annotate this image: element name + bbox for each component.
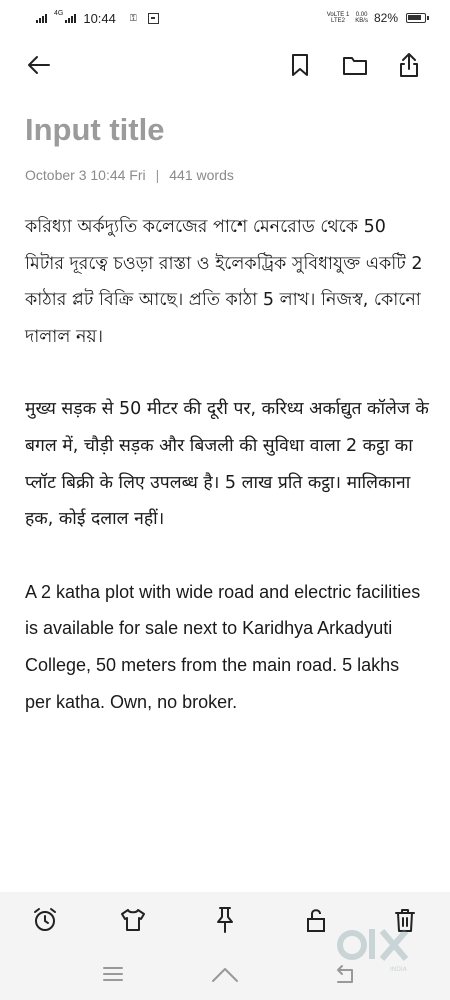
nav-home-button[interactable] bbox=[209, 960, 241, 988]
signal-icon bbox=[36, 13, 47, 23]
olx-watermark-logo bbox=[334, 923, 420, 975]
note-toolbar bbox=[0, 44, 450, 86]
note-paragraph-english: A 2 katha plot with wide road and electric facilities is available for sale next to Karidhya Arkadyuti College, 50 meters from the main road. 5 lakhs per katha. Own, no broker. bbox=[25, 581, 421, 712]
paragraph-gap bbox=[25, 355, 430, 391]
note-paragraph-bengali: করিধ্যা অর্কদ্যুতি কলেজের পাশে মেনরোড থেকে 50 মিটার দূরত্বে চওড়া রাস্তা ও ইলেকট্রিক সুবিধাযুক্ত একটি 2 কাঠার প্লট বিক্রি আছে। প্রতি কাঠা 5 লাখ। নিজস্ব, কোনো দালাল নয়। bbox=[25, 217, 423, 347]
battery-icon bbox=[406, 13, 426, 23]
note-body-editor[interactable] bbox=[25, 209, 430, 720]
back-button[interactable] bbox=[24, 50, 54, 80]
paragraph-gap bbox=[25, 538, 430, 574]
watermark-subtext: INDIA bbox=[390, 966, 407, 973]
folder-button[interactable] bbox=[340, 50, 370, 80]
status-bar bbox=[0, 0, 450, 36]
unlock-icon bbox=[303, 906, 329, 934]
signal-icon-2 bbox=[65, 13, 76, 23]
menu-icon bbox=[101, 964, 125, 984]
status-left bbox=[36, 11, 159, 26]
nav-menu-button[interactable] bbox=[97, 960, 129, 988]
speed-unit: KB/s bbox=[355, 18, 368, 24]
note-meta bbox=[25, 167, 234, 183]
word-count: 441 words bbox=[169, 167, 234, 183]
share-button[interactable] bbox=[394, 50, 424, 80]
note-title-input[interactable]: Input title bbox=[25, 112, 165, 147]
speed-value: 0.00 bbox=[355, 12, 368, 18]
network-type: 4G bbox=[54, 9, 64, 17]
bookmark-button[interactable] bbox=[285, 50, 315, 80]
t-shirt-icon bbox=[118, 906, 148, 934]
arrow-left-icon bbox=[26, 52, 52, 78]
meta-separator: | bbox=[155, 167, 160, 183]
pin-button[interactable] bbox=[209, 904, 241, 936]
note-date: October 3 10:44 Fri bbox=[25, 167, 146, 183]
lock-button[interactable] bbox=[300, 904, 332, 936]
volte-bottom: LTE2 bbox=[331, 18, 345, 24]
alarm-clock-icon bbox=[31, 906, 59, 934]
notification-icon bbox=[148, 13, 159, 24]
home-icon bbox=[210, 963, 240, 985]
speed-indicator bbox=[355, 12, 368, 24]
reminder-button[interactable] bbox=[29, 904, 61, 936]
folder-icon bbox=[341, 53, 369, 77]
volte-indicator bbox=[327, 12, 350, 24]
bookmark-icon bbox=[288, 52, 312, 78]
theme-button[interactable] bbox=[117, 904, 149, 936]
volte-top: VoLTE 1 bbox=[326, 12, 350, 18]
key-icon: ⚿ bbox=[129, 12, 137, 23]
note-paragraph-hindi: मुख्य सड़क से 50 मीटर की दूरी पर, करिध्य अर्काद्युत कॉलेज के बगल में, चौड़ी सड़क और बिजली की सुविधा वाला 2 कट्ठा का प्लॉट बिक्री के लिए उपलब्ध है। 5 लाख प्रति कट्ठा। मालिकाना हक, कोई दलाल नहीं। bbox=[25, 399, 429, 530]
pin-icon bbox=[212, 905, 238, 935]
status-right bbox=[327, 11, 426, 25]
battery-percent: 82% bbox=[373, 11, 398, 25]
share-icon bbox=[396, 51, 422, 79]
status-time: 10:44 bbox=[83, 10, 116, 26]
